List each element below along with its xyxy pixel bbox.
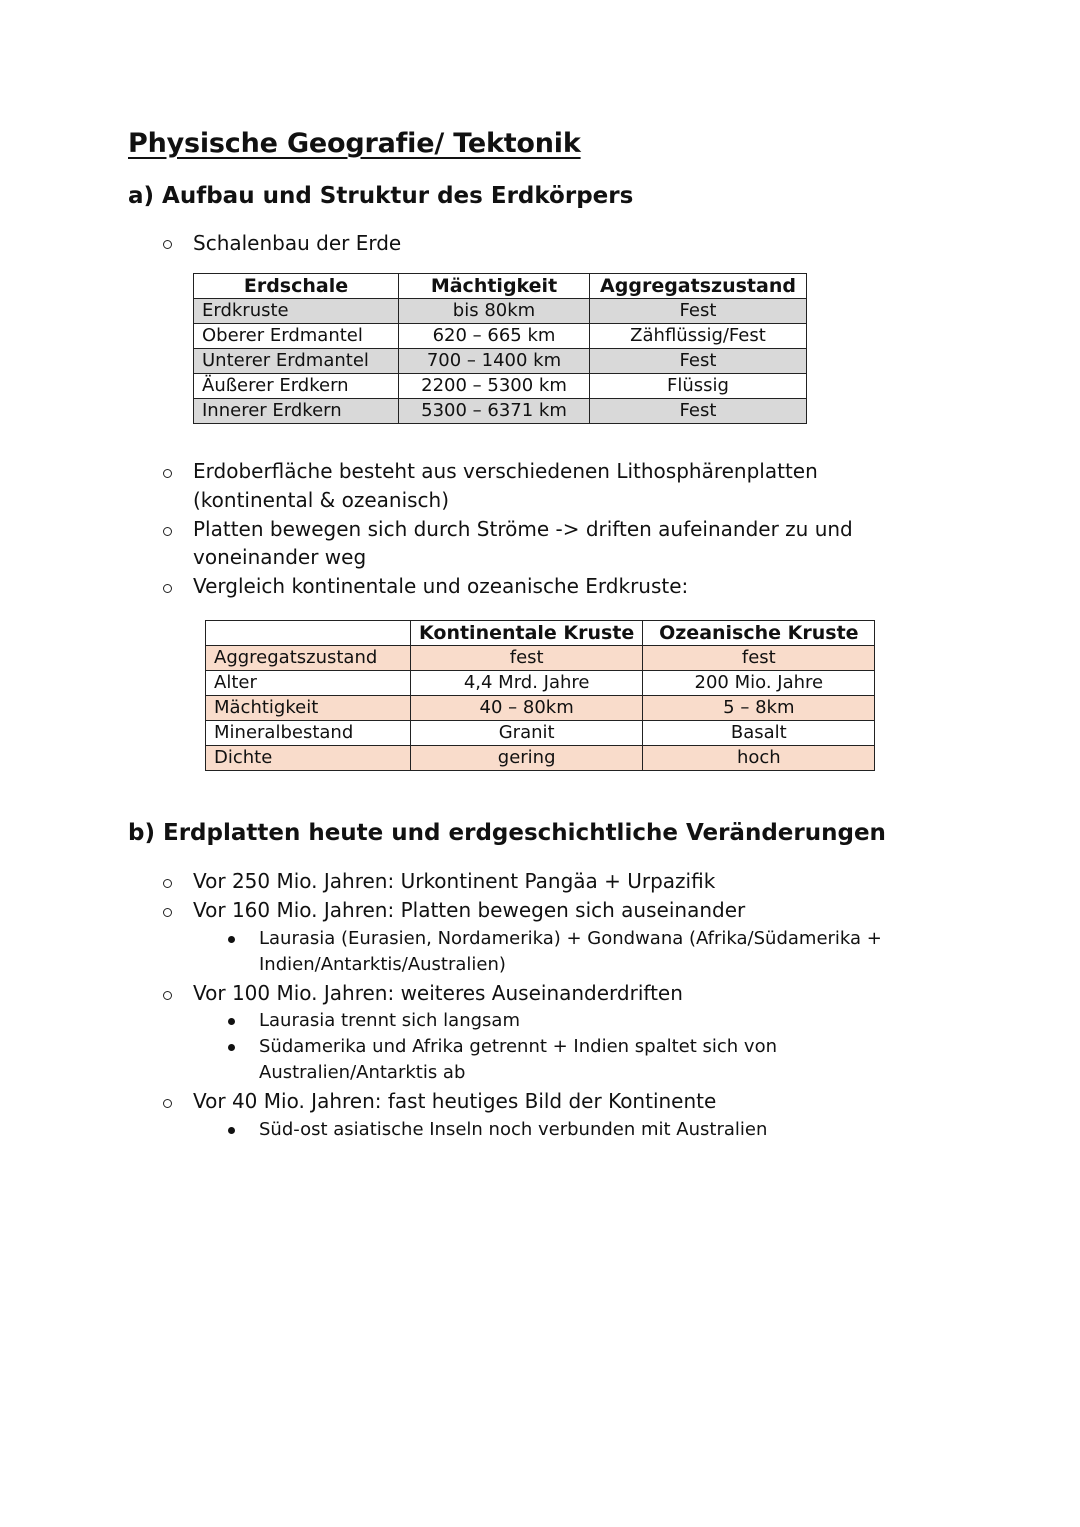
bullet-circle-icon bbox=[163, 584, 172, 593]
table2-cell: 200 Mio. Jahre bbox=[643, 671, 875, 696]
table-row bbox=[206, 671, 875, 696]
bullet-circle-icon bbox=[163, 908, 172, 917]
table2-cell: Dichte bbox=[206, 746, 411, 771]
table2-cell: Granit bbox=[411, 721, 643, 746]
section-a-heading: a) Aufbau und Struktur des Erdkörpers bbox=[128, 183, 634, 209]
bullet-dot-icon bbox=[228, 1044, 235, 1051]
bullet-100-mio: Vor 100 Mio. Jahren: weiteres Auseinanderdriften bbox=[193, 981, 683, 1005]
bullet-erdoberflaeche-line2: (kontinental & ozeanisch) bbox=[193, 488, 450, 512]
table1-cell: Fest bbox=[590, 399, 807, 424]
table-row bbox=[206, 721, 875, 746]
table1-header: Aggregatszustand bbox=[590, 274, 807, 299]
table2-cell: hoch bbox=[643, 746, 875, 771]
bullet-40-mio: Vor 40 Mio. Jahren: fast heutiges Bild der Kontinente bbox=[193, 1089, 717, 1113]
table1-cell: Flüssig bbox=[590, 374, 807, 399]
page-title: Physische Geografie/ Tektonik bbox=[128, 128, 581, 159]
sub-bullet-suedamerika-line2: Australien/Antarktis ab bbox=[259, 1062, 466, 1083]
bullet-dot-icon bbox=[228, 1018, 235, 1025]
table1-cell: 700 – 1400 km bbox=[399, 349, 590, 374]
schalenbau-table bbox=[193, 273, 807, 424]
bullet-dot-icon bbox=[228, 936, 235, 943]
table-row bbox=[194, 399, 807, 424]
bullet-erdoberflaeche-line1: Erdoberfläche besteht aus verschiedenen Lithosphärenplatten bbox=[193, 459, 818, 483]
bullet-circle-icon bbox=[163, 469, 172, 478]
table2-cell: 40 – 80km bbox=[411, 696, 643, 721]
sub-bullet-laurasia-gondwana-line2: Indien/Antarktis/Australien) bbox=[259, 954, 506, 975]
table2-cell: Alter bbox=[206, 671, 411, 696]
table1-cell: Fest bbox=[590, 299, 807, 324]
table1-cell: Oberer Erdmantel bbox=[194, 324, 399, 349]
bullet-160-mio: Vor 160 Mio. Jahren: Platten bewegen sich auseinander bbox=[193, 898, 746, 922]
table2-cell: fest bbox=[643, 646, 875, 671]
table2-cell: Aggregatszustand bbox=[206, 646, 411, 671]
sub-bullet-suedamerika-line1: Südamerika und Afrika getrennt + Indien spaltet sich von bbox=[259, 1036, 778, 1057]
table1-cell: bis 80km bbox=[399, 299, 590, 324]
table2-header: Ozeanische Kruste bbox=[643, 621, 875, 646]
table-row bbox=[194, 299, 807, 324]
table-row bbox=[194, 349, 807, 374]
table2-cell: fest bbox=[411, 646, 643, 671]
table1-cell: Fest bbox=[590, 349, 807, 374]
table1-cell: Erdkruste bbox=[194, 299, 399, 324]
bullet-platten-line1: Platten bewegen sich durch Ströme -> driften aufeinander zu und bbox=[193, 517, 853, 541]
sub-bullet-laurasia-gondwana-line1: Laurasia (Eurasien, Nordamerika) + Gondwana (Afrika/Südamerika + bbox=[259, 928, 882, 949]
table1-cell: 5300 – 6371 km bbox=[399, 399, 590, 424]
bullet-circle-icon bbox=[163, 879, 172, 888]
table2-cell: 4,4 Mrd. Jahre bbox=[411, 671, 643, 696]
bullet-250-mio: Vor 250 Mio. Jahren: Urkontinent Pangäa + Urpazifik bbox=[193, 869, 716, 893]
table1-cell: Innerer Erdkern bbox=[194, 399, 399, 424]
bullet-schalenbau: Schalenbau der Erde bbox=[193, 231, 402, 255]
bullet-vergleich: Vergleich kontinentale und ozeanische Erdkruste: bbox=[193, 574, 689, 598]
table1-header: Mächtigkeit bbox=[399, 274, 590, 299]
table1-cell: Zähflüssig/Fest bbox=[590, 324, 807, 349]
table2-cell: 5 – 8km bbox=[643, 696, 875, 721]
table2-header bbox=[206, 621, 411, 646]
table1-cell: Äußerer Erdkern bbox=[194, 374, 399, 399]
table-row bbox=[194, 374, 807, 399]
table1-cell: 2200 – 5300 km bbox=[399, 374, 590, 399]
table-row bbox=[194, 324, 807, 349]
sub-bullet-suedost-asiatisch: Süd-ost asiatische Inseln noch verbunden mit Australien bbox=[259, 1119, 768, 1140]
table-row bbox=[206, 696, 875, 721]
table2-cell: Basalt bbox=[643, 721, 875, 746]
sub-bullet-laurasia-trennt: Laurasia trennt sich langsam bbox=[259, 1010, 520, 1031]
table2-cell: Mineralbestand bbox=[206, 721, 411, 746]
bullet-circle-icon bbox=[163, 527, 172, 536]
table-row bbox=[206, 746, 875, 771]
bullet-circle-icon bbox=[163, 240, 172, 249]
table1-header: Erdschale bbox=[194, 274, 399, 299]
table-row bbox=[206, 646, 875, 671]
bullet-dot-icon bbox=[228, 1127, 235, 1134]
table1-cell: Unterer Erdmantel bbox=[194, 349, 399, 374]
table2-cell: Mächtigkeit bbox=[206, 696, 411, 721]
bullet-platten-line2: voneinander weg bbox=[193, 545, 367, 569]
table1-cell: 620 – 665 km bbox=[399, 324, 590, 349]
table2-cell: gering bbox=[411, 746, 643, 771]
table2-header: Kontinentale Kruste bbox=[411, 621, 643, 646]
bullet-circle-icon bbox=[163, 991, 172, 1000]
krusten-vergleich-table bbox=[205, 620, 875, 771]
section-b-heading: b) Erdplatten heute und erdgeschichtliche Veränderungen bbox=[128, 820, 886, 846]
bullet-circle-icon bbox=[163, 1099, 172, 1108]
